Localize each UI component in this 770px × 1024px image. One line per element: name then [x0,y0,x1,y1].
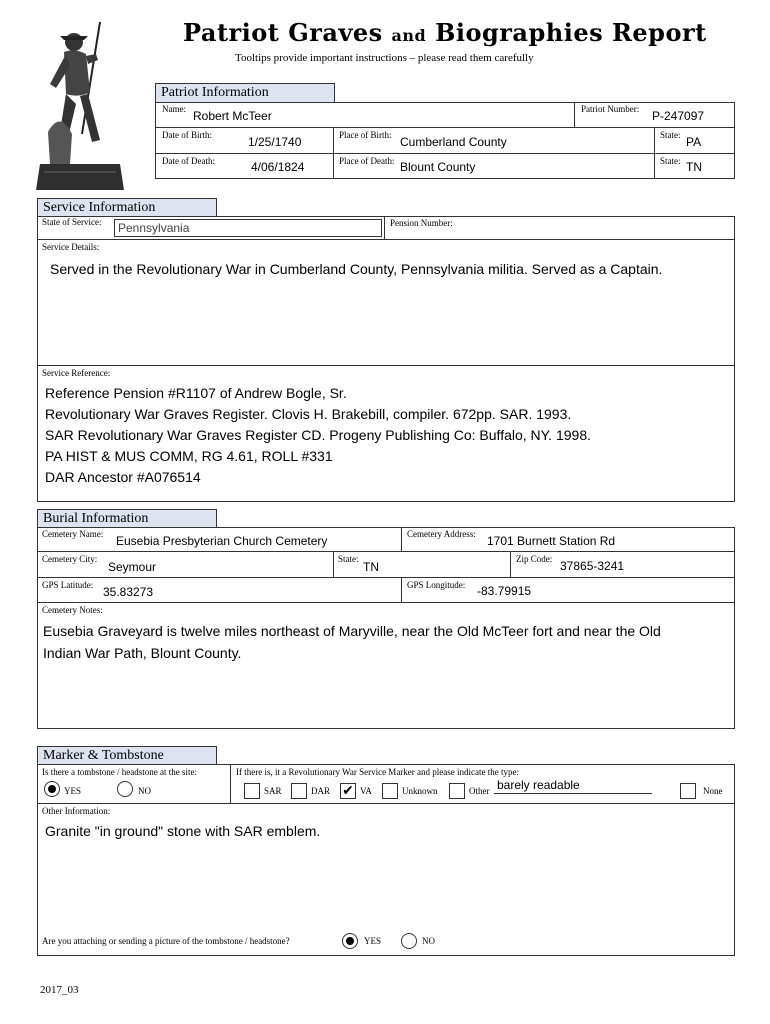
other-information-field[interactable]: Granite "in ground" stone with SAR emblem. [45,823,321,839]
state-of-service-field[interactable]: Pennsylvania [114,219,382,237]
death-state-field[interactable]: TN [686,160,702,174]
service-reference-line-2[interactable]: Revolutionary War Graves Register. Clovis H. Brakebill, compiler. 672pp. SAR. 1993. [45,406,572,422]
marker-sar-checkbox[interactable] [244,783,260,799]
picture-no-radio[interactable] [401,933,417,949]
cemetery-city-label: Cemetery City: [42,554,98,564]
cemetery-notes-line-1[interactable]: Eusebia Graveyard is twelve miles northeast of Maryville, near the Old McTeer fort and near the Old [43,623,661,639]
patriot-number-field[interactable]: P-247097 [652,109,705,123]
gps-longitude-field[interactable]: -83.79915 [477,584,532,598]
name-label: Name: [162,104,186,114]
tombstone-no-label: NO [138,786,151,796]
form-version: 2017_03 [40,984,79,996]
cemetery-address-label: Cemetery Address: [407,529,476,539]
service-reference-line-5[interactable]: DAR Ancestor #A076514 [45,469,201,485]
pension-number-label: Pension Number: [390,218,453,228]
service-details-field[interactable]: Served in the Revolutionary War in Cumberland County, Pennsylvania militia. Served as a Captain. [50,261,663,277]
pod-label: Place of Death: [339,156,395,166]
picture-yes-radio[interactable] [342,933,358,949]
burial-section-header: Burial Information [37,509,217,528]
marker-none-label: None [703,786,723,796]
marker-dar-label: DAR [311,786,331,796]
birth-state-label: State: [660,130,681,140]
state-of-service-label: State of Service: [42,217,102,227]
gps-latitude-label: GPS Latitude: [42,580,94,590]
pod-field[interactable]: Blount County [400,160,476,174]
marker-other-checkbox[interactable] [449,783,465,799]
cemetery-notes-label: Cemetery Notes: [42,605,103,615]
other-information-label: Other Information: [42,806,111,816]
cemetery-name-field[interactable]: Eusebia Presbyterian Church Cemetery [116,534,328,548]
service-reference-label: Service Reference: [42,368,111,378]
cemetery-address-field[interactable]: 1701 Burnett Station Rd [487,534,616,548]
service-reference-line-1[interactable]: Reference Pension #R1107 of Andrew Bogle, Sr. [45,385,347,401]
cemetery-notes-line-2[interactable]: Indian War Path, Blount County. [43,645,242,661]
report-title: Patriot Graves and Biographies Report [183,18,707,47]
marker-other-label: Other [469,786,490,796]
service-reference-line-4[interactable]: PA HIST & MUS COMM, RG 4.61, ROLL #331 [45,448,333,464]
marker-dar-checkbox[interactable] [291,783,307,799]
name-field[interactable]: Robert McTeer [193,109,272,123]
death-state-label: State: [660,156,681,166]
patriot-section-header: Patriot Information [155,83,335,103]
pob-field[interactable]: Cumberland County [400,135,507,149]
tombstone-no-radio[interactable] [117,781,133,797]
dob-label: Date of Birth: [162,130,212,140]
tombstone-yes-label: YES [64,786,82,796]
dod-field[interactable]: 4/06/1824 [251,160,305,174]
marker-type-question: If there is, it a Revolutionary War Service Marker and please indicate the type: [236,767,520,777]
pob-label: Place of Birth: [339,130,392,140]
marker-sar-label: SAR [264,786,282,796]
marker-va-label: VA [360,786,372,796]
minuteman-statue-logo [30,14,130,194]
picture-question: Are you attaching or sending a picture of the tombstone / headstone? [42,936,290,946]
tombstone-yes-radio[interactable] [44,781,60,797]
birth-state-field[interactable]: PA [686,135,702,149]
cemetery-state-field[interactable]: TN [363,560,379,574]
marker-none-checkbox[interactable] [680,783,696,799]
service-details-label: Service Details: [42,242,100,252]
zip-code-field[interactable]: 37865-3241 [560,559,625,573]
zip-code-label: Zip Code: [516,554,553,564]
service-reference-line-3[interactable]: SAR Revolutionary War Graves Register CD. Progeny Publishing Co: Buffalo, NY. 1998. [45,427,591,443]
marker-unknown-checkbox[interactable] [382,783,398,799]
gps-latitude-field[interactable]: 35.83273 [103,585,154,599]
report-subtitle: Tooltips provide important instructions – please read them carefully [235,52,534,64]
cemetery-name-label: Cemetery Name: [42,529,104,539]
cemetery-city-field[interactable]: Seymour [108,560,157,574]
tombstone-question: Is there a tombstone / headstone at the site: [42,767,197,777]
marker-unknown-label: Unknown [402,786,438,796]
dob-field[interactable]: 1/25/1740 [248,135,302,149]
marker-section-header: Marker & Tombstone [37,746,217,765]
cemetery-state-label: State: [338,554,359,564]
marker-va-checkbox[interactable]: ✔ [340,783,356,799]
marker-other-field[interactable]: barely readable [494,777,652,794]
service-section-header: Service Information [37,198,217,217]
patriot-number-label: Patriot Number: [581,104,640,114]
picture-yes-label: YES [364,936,382,946]
picture-no-label: NO [422,936,435,946]
gps-longitude-label: GPS Longitude: [407,580,466,590]
dod-label: Date of Death: [162,156,215,166]
